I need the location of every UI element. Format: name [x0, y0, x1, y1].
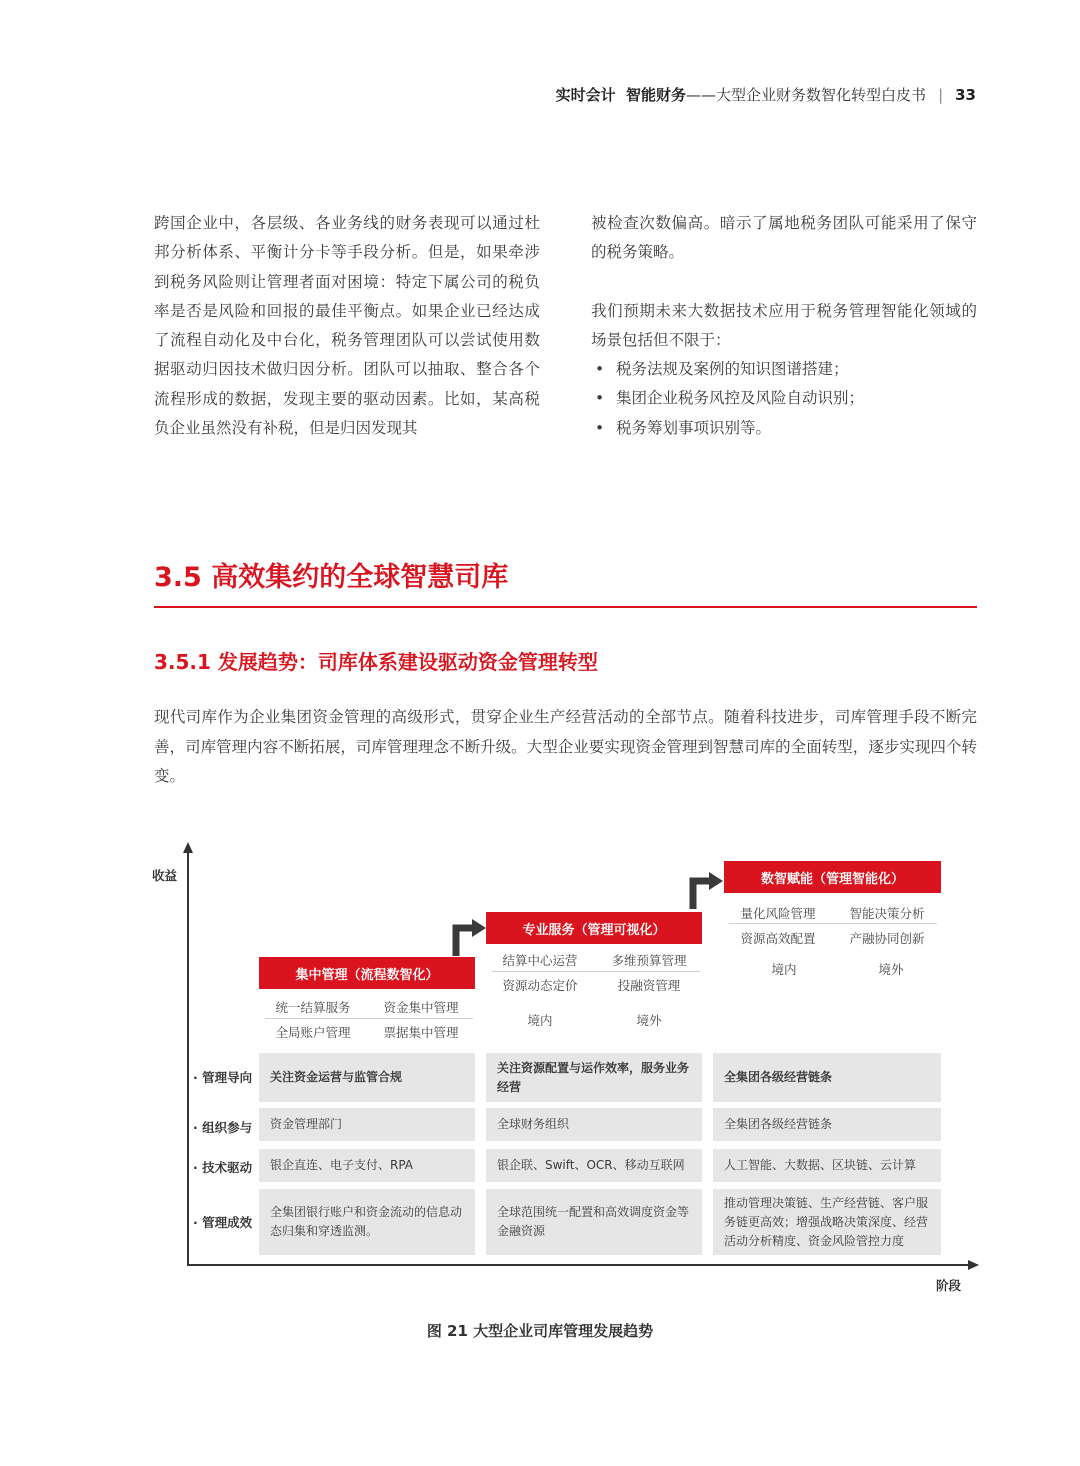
- bullet-list: [591, 355, 977, 443]
- row-label-results: [193, 1213, 252, 1231]
- y-axis-label: 收益: [152, 868, 178, 883]
- row-bullet: ·: [193, 1215, 198, 1230]
- stage-3-item: 资源高效配置: [740, 931, 816, 946]
- step-arrow-icon: [450, 916, 490, 956]
- right-column-text2: 我们预期未来大数据技术应用于税务管理智能化领域的场景包括但不限于：: [591, 301, 977, 349]
- list-item: • 集团企业税务风控及风险自动识别；: [591, 384, 977, 413]
- row-label-text: 管理成效: [202, 1215, 253, 1230]
- section-divider: [154, 606, 977, 608]
- row-label-text: 技术驱动: [202, 1160, 253, 1175]
- right-column: [591, 209, 977, 443]
- page-number: 33: [955, 85, 976, 104]
- stage-1-item: 全局账户管理: [275, 1025, 351, 1040]
- x-axis-label: 阶段: [936, 1278, 962, 1293]
- stage-3-scope: 境外: [878, 962, 904, 977]
- table-cell: 人工智能、大数据、区块链、云计算: [713, 1149, 941, 1182]
- table-cell: 关注资源配置与运作效率，服务业务经营: [486, 1053, 702, 1102]
- stage-1-title: 集中管理（流程数智化）: [259, 957, 475, 989]
- stage-2-item: 投融资管理: [617, 978, 681, 993]
- figure-caption: 图 21 大型企业司库管理发展趋势: [426, 1322, 654, 1340]
- header-title-rest: ——大型企业财务数智化转型白皮书: [686, 86, 927, 104]
- stage-1-item: 统一结算服务: [275, 1000, 351, 1015]
- table-cell: 全球财务组织: [486, 1108, 702, 1141]
- right-column-text1: 被检查次数偏高。暗示了属地税务团队可能采用了保守的税务策略。: [591, 214, 977, 262]
- stage-2-title: 专业服务（管理可视化）: [486, 912, 702, 944]
- y-axis: [187, 852, 189, 1266]
- section-title: 3.5 高效集约的全球智慧司库: [154, 562, 509, 593]
- stage-1-item: 资金集中管理: [383, 1000, 459, 1015]
- header-title-bold: 实时会计 智能财务: [555, 86, 687, 104]
- row-bullet: ·: [193, 1120, 198, 1135]
- stage-2-item: 资源动态定价: [502, 978, 578, 993]
- section-paragraph-text: 现代司库作为企业集团资金管理的高级形式，贯穿企业生产经营活动的全部节点。随着科技进步，司库管理手段不断完善，司库管理内容不断拓展，司库管理理念不断升级。大型企业要实现资金管理到智慧司库的全面转型，逐步实现四个转变。: [154, 708, 977, 785]
- stage-1-divider: [265, 1018, 473, 1019]
- table-cell: 全集团各级经营链条: [713, 1053, 941, 1102]
- stage-3-divider: [729, 923, 937, 924]
- table-cell: 推动管理决策链、生产经营链、客户服务链更高效；增强战略决策深度、经营活动分析精度、资金风险管控力度: [713, 1189, 941, 1255]
- left-column-text: 跨国企业中，各层级、各业务线的财务表现可以通过杜邦分析体系、平衡计分卡等手段分析。但是，如果牵涉到税务风险则让管理者面对困境：特定下属公司的税负率是否是风险和回报的最佳平衡点。如果企业已经达成了流程自动化及中台化，税务管理团队可以尝试使用数据驱动归因技术做归因分析。团队可以抽取、整合各个流程形成的数据，发现主要的驱动因素。比如，某高税负企业虽然没有补税，但是归因发现其: [154, 214, 540, 438]
- row-label-management-orientation: [193, 1068, 252, 1086]
- row-label-text: 组织参与: [202, 1120, 253, 1135]
- table-cell: 银企直连、电子支付、RPA: [259, 1149, 475, 1182]
- y-axis-arrow-icon: [183, 842, 193, 853]
- table-cell: 银企联、Swift、OCR、移动互联网: [486, 1149, 702, 1182]
- stage-2-item: 结算中心运营: [502, 953, 578, 968]
- stage-3-item: 产融协同创新: [849, 931, 925, 946]
- x-axis: [187, 1264, 969, 1266]
- section-paragraph: [154, 703, 977, 792]
- step-arrow-icon: [687, 869, 727, 909]
- row-bullet: ·: [193, 1070, 198, 1085]
- stage-2-divider: [492, 971, 700, 972]
- x-axis-arrow-icon: [968, 1260, 979, 1270]
- table-cell: 全集团银行账户和资金流动的信息动态归集和穿透监测。: [259, 1189, 475, 1255]
- header-separator: |: [938, 85, 944, 104]
- table-cell: 全集团各级经营链条: [713, 1108, 941, 1141]
- stage-3-item: 智能决策分析: [849, 906, 925, 921]
- subsection-title: 3.5.1 发展趋势：司库体系建设驱动资金管理转型: [154, 650, 598, 674]
- stage-3-item: 量化风险管理: [740, 906, 816, 921]
- stage-3-title: 数智赋能（管理智能化）: [724, 861, 941, 893]
- stage-2-scope: 境内: [527, 1013, 553, 1028]
- row-label-organization: [193, 1118, 252, 1136]
- stage-3-scope: 境内: [771, 962, 797, 977]
- table-cell: 全球范围统一配置和高效调度资金等金融资源: [486, 1189, 702, 1255]
- list-item: • 税务筹划事项识别等。: [591, 414, 977, 443]
- row-label-technology: [193, 1158, 252, 1176]
- table-cell: 资金管理部门: [259, 1108, 475, 1141]
- running-header: [556, 84, 976, 105]
- stage-2-item: 多维预算管理: [611, 953, 687, 968]
- table-cell: 关注资金运营与监管合规: [259, 1053, 475, 1102]
- list-item: • 税务法规及案例的知识图谱搭建；: [591, 355, 977, 384]
- stage-2-scope: 境外: [636, 1013, 662, 1028]
- row-bullet: ·: [193, 1160, 198, 1175]
- left-column: [154, 209, 540, 443]
- row-label-text: 管理导向: [202, 1070, 253, 1085]
- stage-1-item: 票据集中管理: [383, 1025, 459, 1040]
